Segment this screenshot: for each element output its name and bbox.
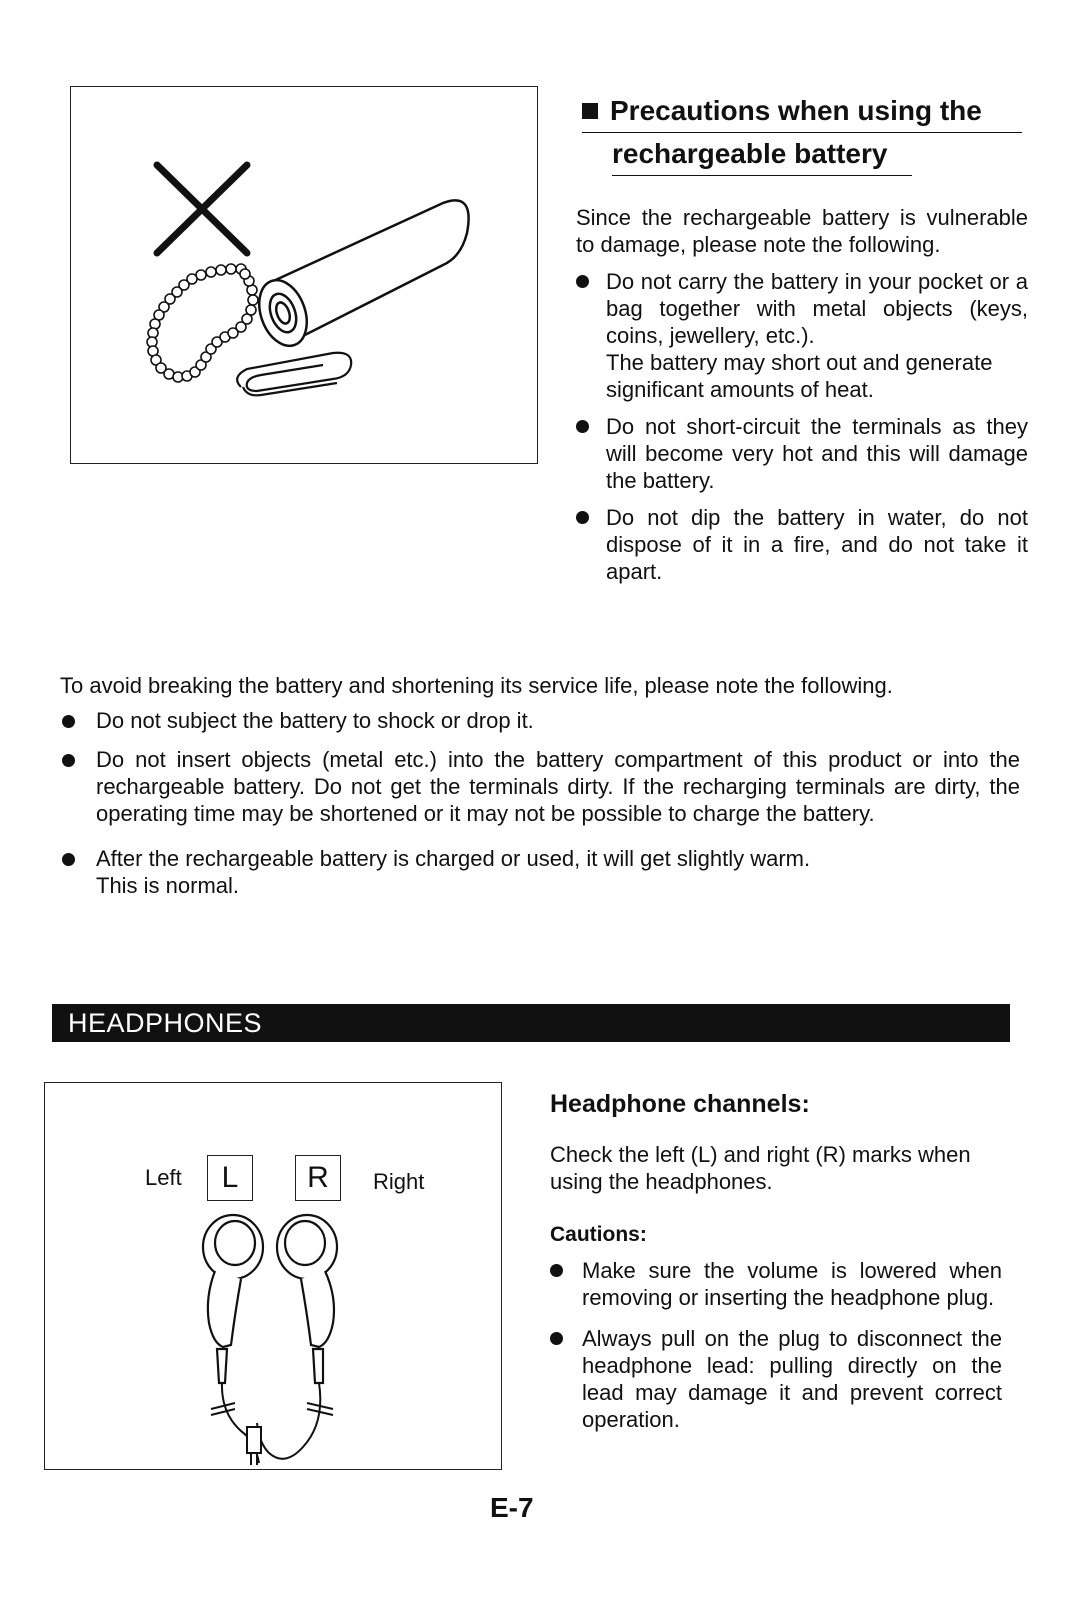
list-item: Do not dip the battery in water, do not dispose of it in a fire, and do not take it apart. — [576, 504, 1028, 585]
battery-metal-objects-illustration — [71, 87, 537, 463]
list-item: After the rechargeable battery is charged or used, it will get slightly warm. — [60, 845, 1020, 872]
list-item: Make sure the volume is lowered when removing or inserting the headphone plug. — [550, 1257, 1002, 1311]
precautions-heading — [582, 90, 1022, 176]
right-mark-box: R — [295, 1155, 341, 1201]
square-bullet-icon — [582, 103, 598, 119]
title-line-2: rechargeable battery — [612, 133, 912, 176]
list-item: Do not insert objects (metal etc.) into the battery compartment of this product or into the rechargeable battery. Do not get the terminals dirty. If the recharging terminals are dirty, the operating time may be shortened or it may not be possible to charge the battery. — [60, 746, 1020, 827]
precautions-body — [576, 204, 1028, 585]
precautions-list — [576, 268, 1028, 585]
right-label: Right — [373, 1169, 425, 1194]
list-item-note: The battery may short out and generate significant amounts of heat. — [606, 350, 993, 402]
left-mark-box: L — [207, 1155, 253, 1201]
battery-warning-figure — [70, 86, 538, 464]
right-earbud-icon — [277, 1215, 337, 1383]
left-earbud-icon — [203, 1215, 263, 1383]
cross-mark-icon — [157, 165, 247, 253]
precautions-intro: Since the rechargeable battery is vulnerable to damage, please note the following. — [576, 205, 1028, 257]
cautions-title: Cautions: — [550, 1223, 647, 1246]
paper-clip-icon — [237, 353, 351, 396]
channels-text: Check the left (L) and right (R) marks when using the headphones. — [550, 1142, 971, 1194]
service-life-section — [60, 672, 1020, 899]
cautions-list — [550, 1257, 1002, 1433]
page-number: E-7 — [490, 1492, 534, 1523]
bead-chain-icon — [147, 264, 258, 382]
list-item: Do not carry the battery in your pocket or a bag together with metal objects (keys, coins, jewellery, etc.). — [576, 268, 1028, 349]
list-item: Do not short-circuit the terminals as they will become very hot and this will damage the battery. — [576, 413, 1028, 494]
channels-title: Headphone channels: — [550, 1090, 810, 1118]
battery-icon — [251, 200, 469, 352]
section-title — [582, 90, 1022, 176]
list-item-note: This is normal. — [96, 873, 240, 898]
headphone-cord-icon — [211, 1383, 333, 1465]
banner-title: HEADPHONES — [68, 1008, 263, 1038]
service-list — [60, 707, 1020, 899]
earphones-illustration — [45, 1083, 501, 1469]
list-item: Do not subject the battery to shock or drop it. — [60, 707, 1020, 734]
title-line-1: Precautions when using the — [582, 90, 1022, 133]
left-label: Left — [145, 1165, 182, 1190]
headphones-banner — [52, 1004, 1010, 1042]
headphone-channels-section — [550, 1090, 1002, 1433]
headphones-figure — [44, 1082, 502, 1470]
list-item: Always pull on the plug to disconnect the headphone lead: pulling directly on the lead may damage it and prevent correct operation. — [550, 1325, 1002, 1433]
service-intro: To avoid breaking the battery and shortening its service life, please note the following. — [60, 673, 893, 698]
